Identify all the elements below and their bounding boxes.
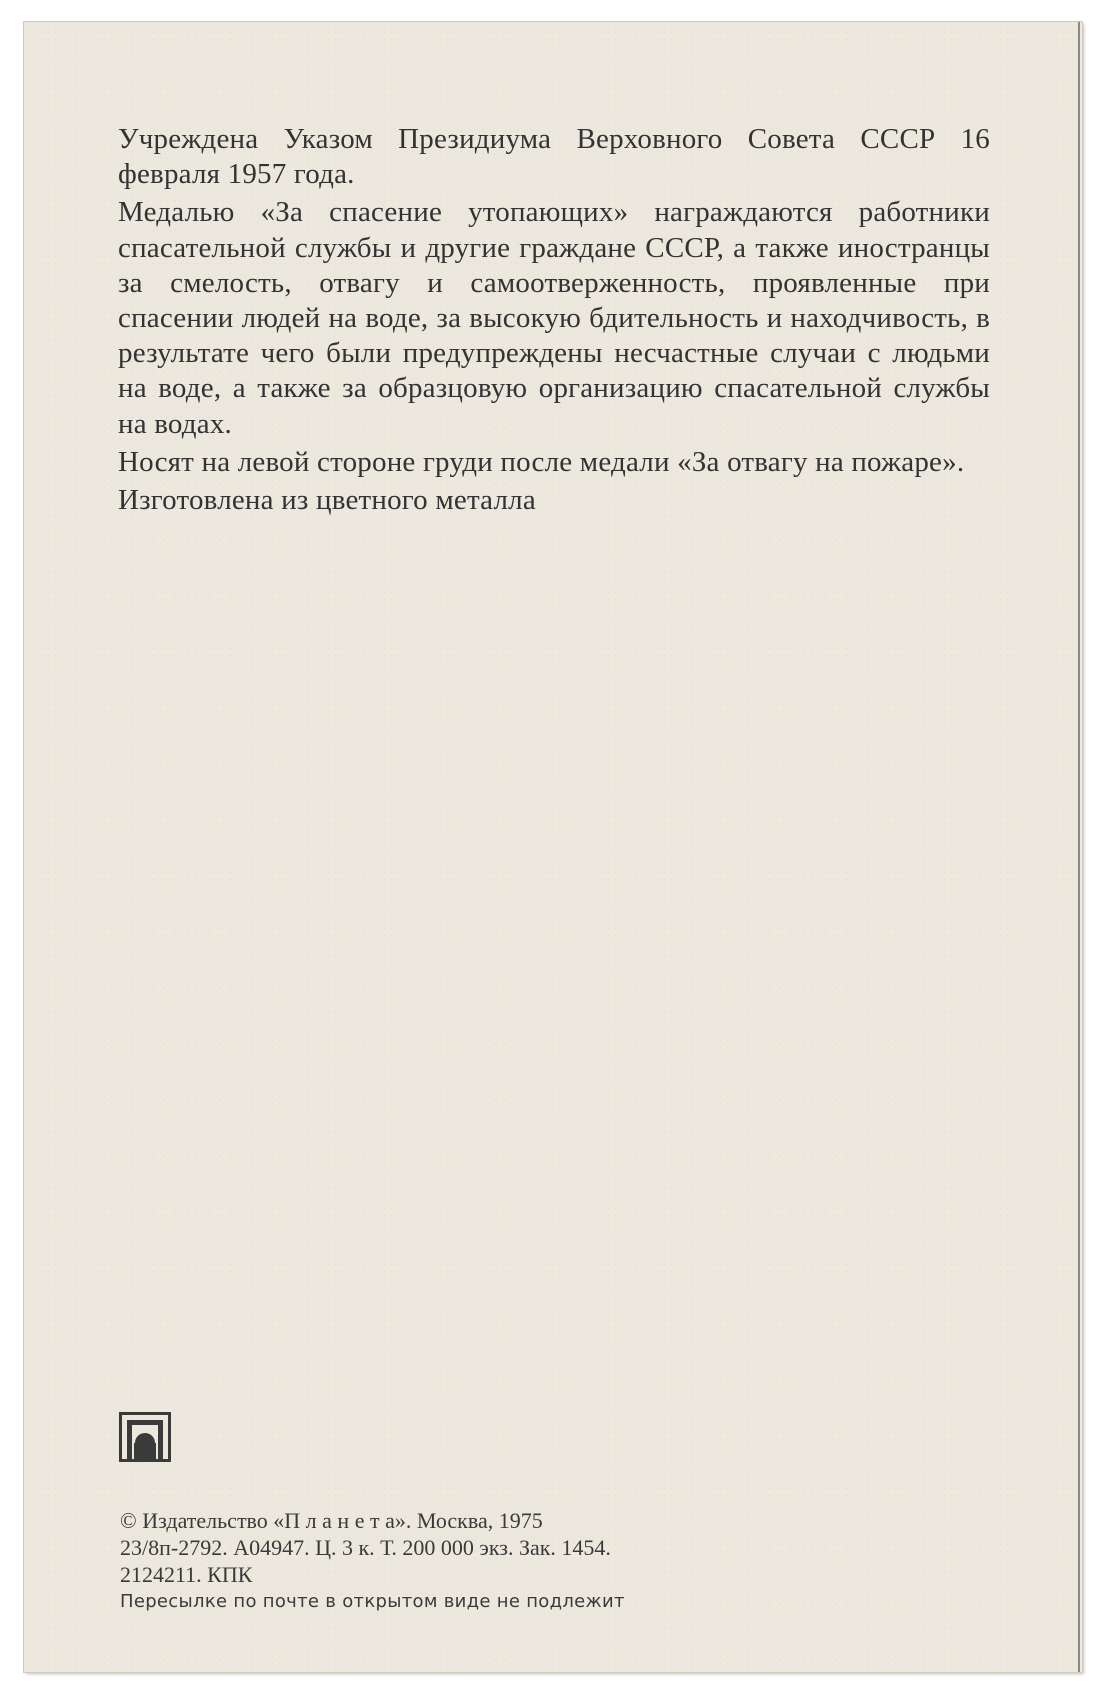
paragraph-awarded: Медалью «За спасение утопающих» награждаются работники спасательной службы и другие граждане СССР, а также иностранцы за смелость, отвагу и самоотверженность, проявленные при спасении людей на воде, за высокую бдительность и находчивость, в результате чего были предупреждены несчастные случаи с людьми на воде, а также за образцовую организацию спасательной службы на водах. (118, 196, 990, 440)
publisher-imprint (120, 1507, 1020, 1615)
description-text (118, 122, 990, 521)
paragraph-material: Изготовлена из цветного металла (118, 484, 536, 517)
imprint-mail-notice: Пересылке по почте в открытом виде не подлежит (120, 1591, 625, 1612)
postcard-back (24, 22, 1082, 1672)
paragraph-established: Учреждена Указом Президиума Верховного Совета СССР 16 февраля 1957 года. (118, 123, 990, 191)
planeta-logo-icon (119, 1412, 171, 1462)
imprint-code: 2124211. КПК (120, 1562, 253, 1587)
imprint-publisher: © Издательство «П л а н е т а». Москва, 1975 (120, 1508, 543, 1533)
paragraph-worn: Носят на левой стороне груди после медали «За отвагу на пожаре». (118, 445, 965, 478)
imprint-print-info: 23/8п-2792. А04947. Ц. 3 к. Т. 200 000 экз. Зак. 1454. (120, 1535, 611, 1560)
